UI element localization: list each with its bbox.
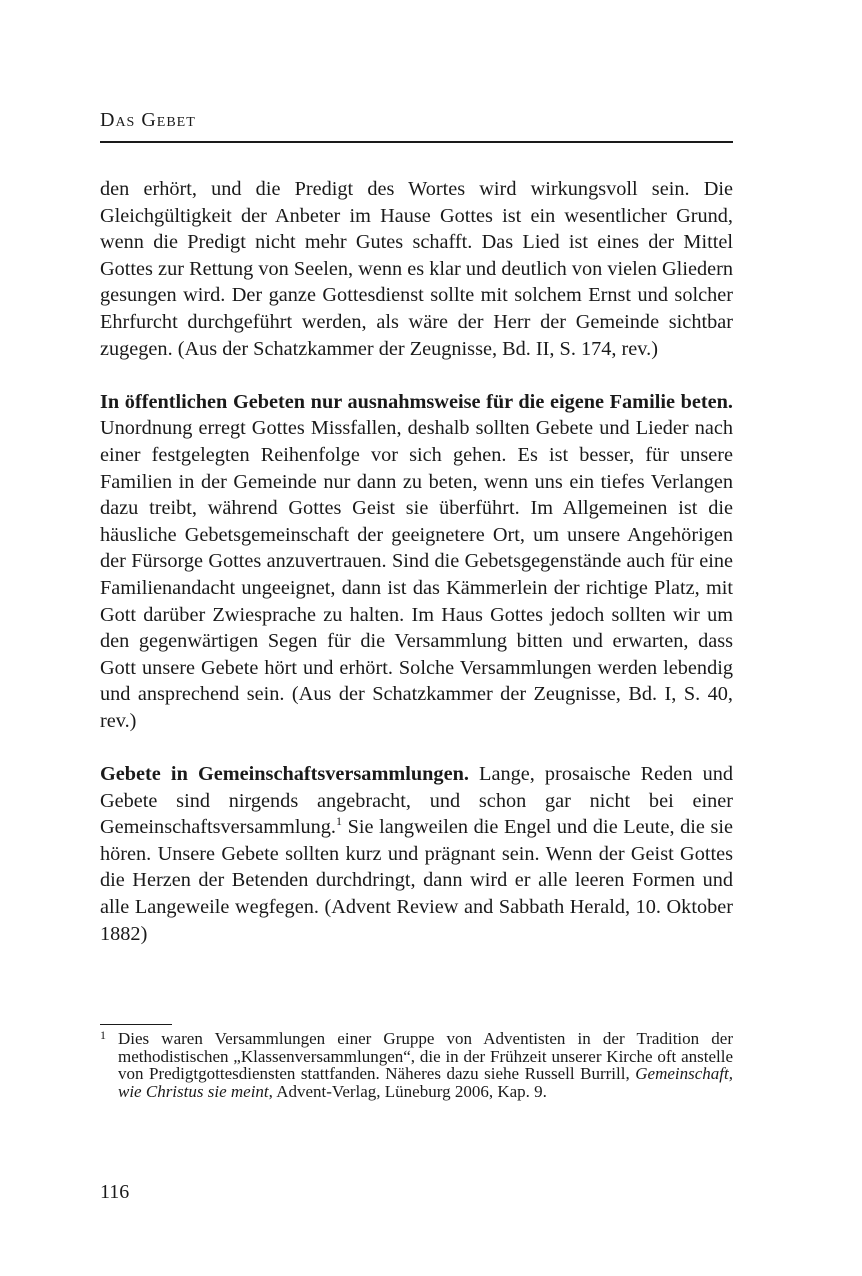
footnote-reference[interactable]: 1 bbox=[336, 814, 342, 829]
footnote-text-end: , Advent-Verlag, Lüneburg 2006, Kap. 9. bbox=[268, 1081, 547, 1101]
footnote bbox=[100, 1030, 733, 1100]
book-page bbox=[100, 0, 733, 1276]
paragraph-lead: In öffentlichen Gebeten nur ausnahmsweise für die eigene Familie beten. bbox=[100, 390, 733, 413]
footnote-text bbox=[118, 1030, 733, 1100]
footnote-text-start: Dies waren Versammlungen einer Gruppe von Adventisten in der Tradition der methodistischen „Klassenversammlungen“, die in der Frühzeit unserer Kirche oft anstelle von Predigtgottesdiensten stattfanden. Näheres dazu siehe Russell Burrill, bbox=[118, 1029, 733, 1083]
paragraph-text-continued: Sie langweilen die Engel und die Leute, die sie hören. Unsere Gebete sollten kurz und prägnant sein. Wenn der Geist Gottes die Herzen der Betenden durchdringt, dann wird er alle leeren Formen und alle Langeweile wegfegen. (Advent Review and Sabbath Herald, 10. Oktober 1882) bbox=[100, 816, 733, 945]
paragraph-3 bbox=[100, 761, 733, 947]
paragraph-text: Lange, prosaische Reden und Gebete sind nirgends angebracht, und schon gar nicht bei einer Gemeinschaftsversammlung. bbox=[100, 763, 733, 839]
paragraph-2 bbox=[100, 389, 733, 735]
paragraph-1 bbox=[100, 176, 733, 362]
page-number: 116 bbox=[100, 1181, 130, 1203]
paragraph-text: den erhört, und die Predigt des Wortes wird wirkungsvoll sein. Die Gleichgültigkeit der Anbeter im Hause Gottes ist ein wesentlicher Grund, wenn die Predigt nicht mehr Gutes schafft. Das Lied ist eines der Mittel Gottes zur Rettung von Seelen, wenn es klar und deutlich von vielen Gliedern gesungen wird. Der ganze Gottesdienst sollte mit solchem Ernst und solcher Ehrfurcht durchgeführt werden, als wäre der Herr der Gemeinde sichtbar zugegen. (Aus der Schatzkammer der Zeugnisse, Bd. II, S. 174, rev.) bbox=[100, 178, 733, 360]
footnote-book-title: Gemeinschaft, wie Christus sie meint bbox=[118, 1064, 733, 1101]
paragraph-lead: Gebete in Gemeinschaftsversammlungen. bbox=[100, 763, 469, 786]
running-head: Das Gebet bbox=[100, 109, 196, 131]
footnote-rule bbox=[100, 1024, 172, 1025]
paragraph-text: Unordnung erregt Gottes Missfallen, deshalb sollten Gebete und Lieder nach einer festgelegten Reihenfolge vor sich gehen. Es ist besser, für unsere Familien in der Gemeinde nur dann zu beten, wenn uns ein tiefes Verlangen dazu treibt, während Gottes Geist sie überführt. Im Allgemeinen ist die häusliche Gebetsgemeinschaft der geeignetere Ort, um unsere Angehörigen der Fürsorge Gottes anzuvertrauen. Sind die Gebetsgegenstände auch für eine Familienandacht ungeeignet, dann ist das Kämmerlein der richtige Platz, mit Gott darüber Zwiesprache zu halten. Im Haus Gottes jedoch sollten wir um den gegenwärtigen Segen für die Versammlung bitten und erwarten, dass Gott unsere Gebete hört und erhört. Solche Versammlungen werden lebendig und ansprechend sein. (Aus der Schatzkammer der Zeugnisse, Bd. I, S. 40, rev.) bbox=[100, 417, 733, 732]
header-rule bbox=[100, 141, 733, 143]
footnote-number: 1 bbox=[100, 1028, 106, 1042]
body-text bbox=[100, 176, 733, 947]
